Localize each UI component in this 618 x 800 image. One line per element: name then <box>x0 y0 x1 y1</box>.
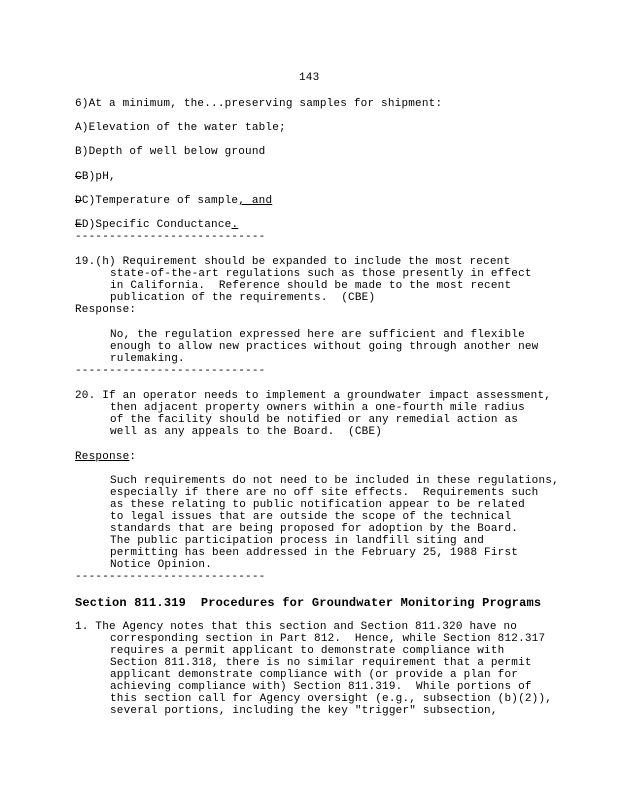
response-word: Response <box>75 451 130 463</box>
response19-line3: rulemaking. <box>110 353 185 365</box>
comment20-line1: 20. If an operator needs to implement a groundwater impact assessment, <box>75 390 552 402</box>
comment1-line6: achieving compliance with) Section 811.319. While portions of <box>110 681 532 693</box>
response20-line5: standards that are being proposed for adoption by the Board. <box>110 523 519 535</box>
separator: ---------------------------- <box>75 365 266 377</box>
comment20-line3: of the facility should be notified or any remedial action as <box>110 414 519 426</box>
separator: ---------------------------- <box>75 231 266 243</box>
deleted-letter: E <box>75 219 82 231</box>
item6-c <box>75 171 116 183</box>
comment20-line2: then adjacent property owners within a one-fourth mile radius <box>110 402 525 414</box>
response19-line1: No, the regulation expressed here are sufficient and flexible <box>110 329 525 341</box>
response20-line8: Notice Opinion. <box>110 559 213 571</box>
response20-line3: as these relating to public notification appear to be related <box>110 499 525 511</box>
response20-line1: Such requirements do not need to be included in these regulations, <box>110 475 559 487</box>
comment1-line8: several portions, including the key "trigger" subsection, <box>110 705 498 717</box>
comment19-line4: publication of the requirements. (CBE) <box>110 292 376 304</box>
deleted-letter: D <box>75 195 82 207</box>
section-heading: Section 811.319 Procedures for Groundwater Monitoring Programs <box>75 596 542 610</box>
comment19-line1: 19.(h) Requirement should be expanded to include the most recent <box>75 256 511 268</box>
item6-d-text: C)Temperature of sample <box>81 195 239 207</box>
item6-d <box>75 195 272 207</box>
comment1-line2: corresponding section in Part 812. Hence, while Section 812.317 <box>110 633 546 645</box>
comment1-line7: this section call for Agency oversight (e.g., subsection (b)(2)), <box>110 693 553 705</box>
response20-line4: to legal issues that are outside the scope of the technical <box>110 511 512 523</box>
item6-heading: 6)At a minimum, the...preserving samples for shipment: <box>75 98 443 110</box>
page-number: 143 <box>299 72 320 84</box>
comment20-line4: well as any appeals to the Board. (CBE) <box>110 426 383 438</box>
item6-e-text: D)Specific Conductance <box>81 219 232 231</box>
item6-c-text: B)pH, <box>81 171 116 183</box>
comment1-line3: requires a permit applicant to demonstrate compliance with <box>110 645 505 657</box>
item6-a: A)Elevation of the water table; <box>75 122 286 134</box>
response-label <box>75 451 136 463</box>
comment1-line4: Section 811.318, there is no similar requirement that a permit <box>110 657 532 669</box>
separator: ---------------------------- <box>75 571 266 583</box>
item6-e <box>75 219 238 231</box>
response19-line2: enough to allow new practices without going through another new <box>110 341 539 353</box>
item6-b: B)Depth of well below ground <box>75 146 266 158</box>
inserted-text: . <box>231 219 239 231</box>
comment1-line1: 1. The Agency notes that this section and Section 811.320 have no <box>75 621 518 633</box>
comment1-line5: applicant demonstrate compliance with (or provide a plan for <box>110 669 519 681</box>
inserted-text: , and <box>238 195 273 207</box>
comment19-line2: state-of-the-art regulations such as those presently in effect <box>110 268 532 280</box>
response-label: Response: <box>75 304 137 316</box>
response20-line7: permitting has been addressed in the February 25, 1988 First <box>110 547 519 559</box>
comment19-line3: in California. Reference should be made to the most recent <box>110 280 512 292</box>
response20-line2: especially if there are no off site effects. Requirements such <box>110 487 539 499</box>
response20-line6: The public participation process in landfill siting and <box>110 535 485 547</box>
response-colon: : <box>129 451 137 463</box>
deleted-letter: C <box>75 171 82 183</box>
